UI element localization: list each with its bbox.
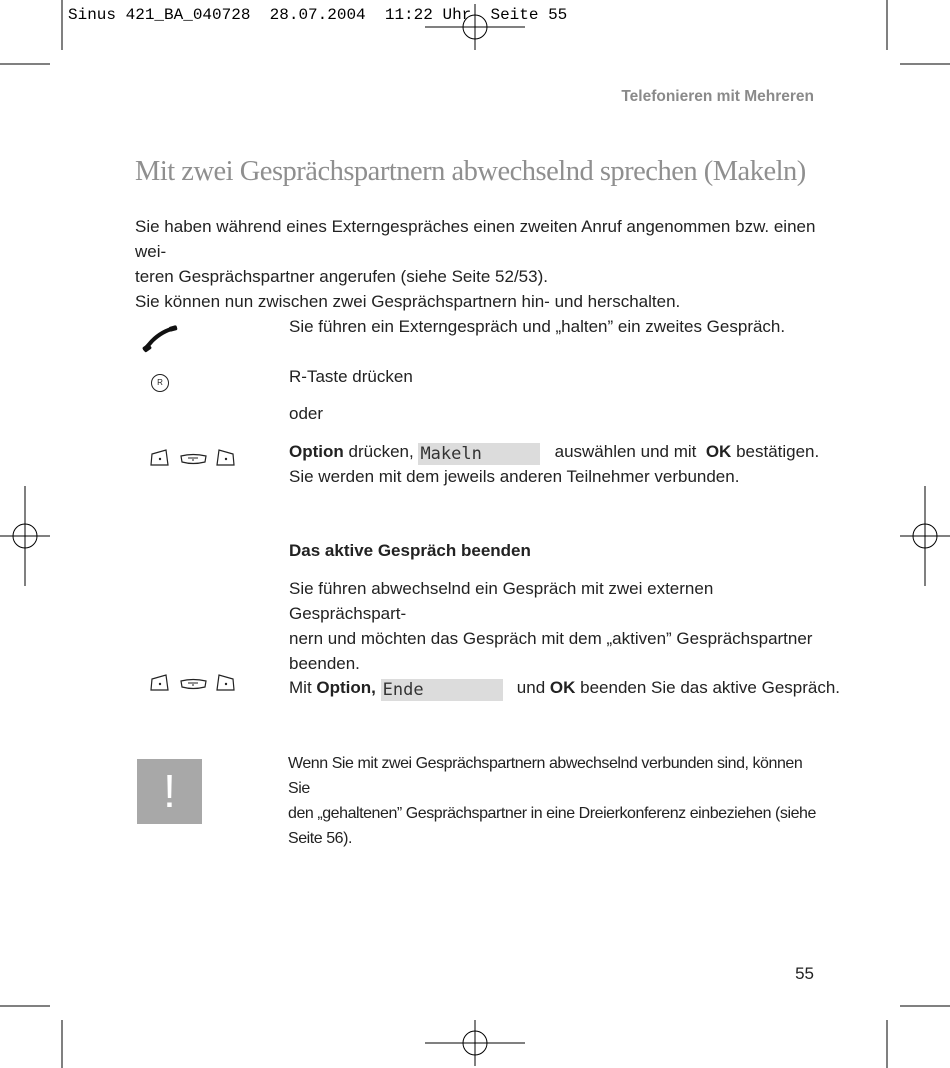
r-key-icon [151, 374, 169, 392]
hold-step-text: Sie führen ein Externgespräch und „halten” ein zweites Gespräch. [289, 317, 786, 336]
section-body-line: nern und möchten das Gespräch mit dem „aktiven” Gesprächspartner [289, 629, 813, 648]
intro-paragraph [135, 214, 825, 314]
note-text [288, 751, 818, 851]
page-title: Mit zwei Gesprächspartnern abwechselnd sprechen (Makeln) [135, 156, 806, 187]
note-line: den „gehaltenen” Gesprächspartner in eine Dreierkonferenz einbeziehen (siehe [288, 805, 816, 822]
option-step [289, 439, 819, 465]
left-softkey-icon [151, 675, 168, 690]
note-line: Seite 56). [288, 830, 352, 847]
section-heading: Das aktive Gespräch beenden [289, 541, 531, 560]
display-ende: Ende [381, 679, 503, 701]
option-mid-text: auswählen und mit [554, 442, 697, 461]
handset-icon [142, 325, 178, 353]
r-key-label: R [157, 378, 163, 387]
right-softkey-icon [217, 450, 234, 465]
intro-line: teren Gesprächspartner angerufen (siehe Seite 52/53). [135, 267, 548, 286]
key-icons-row [148, 672, 244, 694]
r-key-step-text: R-Taste drücken [289, 367, 413, 386]
option-post-text: bestätigen. [736, 442, 820, 461]
page-number: 55 [795, 964, 814, 983]
running-head: Telefonieren mit Mehreren [621, 88, 814, 105]
key-icons-row [148, 447, 244, 469]
option-pre-text: drücken, [348, 442, 414, 461]
or-text: oder [289, 404, 324, 423]
connected-text: Sie werden mit dem jeweils anderen Teilnehmer verbunden. [289, 467, 740, 486]
section-body [289, 576, 819, 676]
intro-line: Sie können nun zwischen zwei Gesprächspartnern hin- und herschalten. [135, 292, 681, 311]
control-key-icon [181, 680, 206, 689]
end-ok-label: OK [549, 678, 576, 697]
end-pre-text: Mit [289, 678, 312, 697]
end-mid-text: und [516, 678, 546, 697]
end-step [289, 675, 841, 701]
display-makeln: Makeln [418, 443, 540, 465]
section-body-line: beenden. [289, 654, 360, 673]
section-body-line: Sie führen abwechselnd ein Gespräch mit zwei externen Gesprächspart- [289, 579, 714, 623]
option-softkey-label: Option [289, 442, 344, 461]
print-header: Sinus 421_BA_040728 28.07.2004 11:22 Uhr Seite 55 [68, 6, 568, 24]
ok-softkey-label: OK [705, 442, 732, 461]
control-key-icon [181, 455, 206, 464]
note-line: Wenn Sie mit zwei Gesprächspartnern abwechselnd verbunden sind, können Sie [288, 755, 803, 797]
end-post-text: beenden Sie das aktive Gespräch. [580, 678, 841, 697]
warning-icon: ! [137, 759, 202, 824]
left-softkey-icon [151, 450, 168, 465]
end-option-label: Option, [316, 678, 376, 697]
right-softkey-icon [217, 675, 234, 690]
intro-line: Sie haben während eines Externgespräches einen zweiten Anruf angenommen bzw. einen wei- [135, 217, 816, 261]
